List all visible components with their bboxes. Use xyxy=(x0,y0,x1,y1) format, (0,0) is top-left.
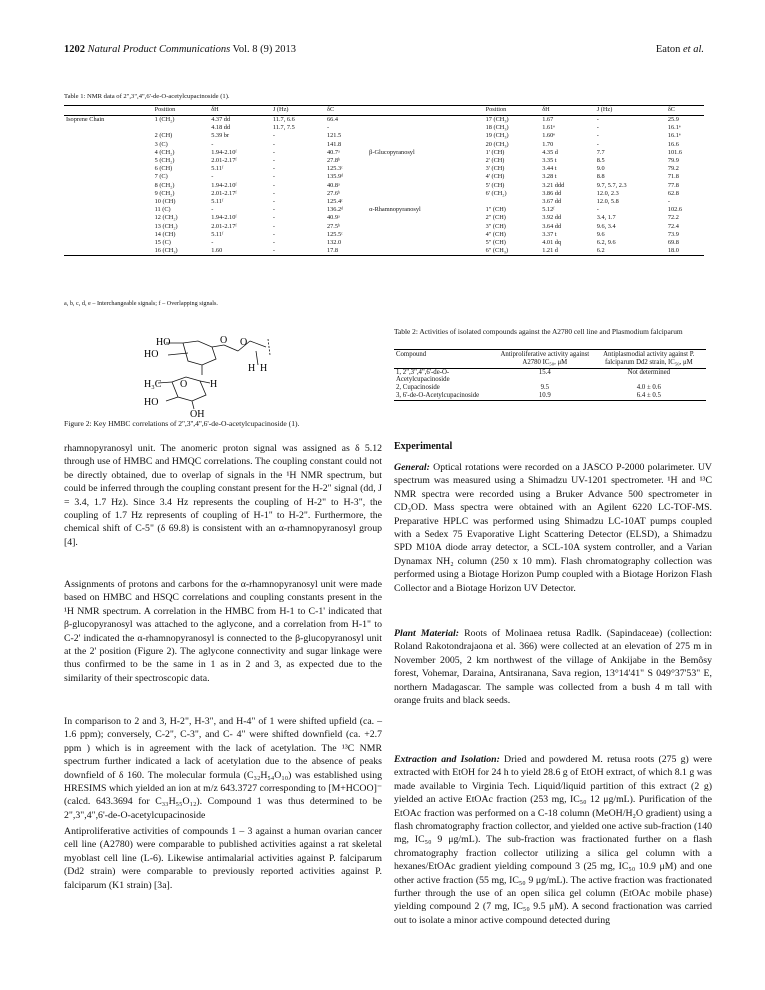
table1-cell: 73.9 xyxy=(667,230,679,238)
table1-cell: 3.35 t xyxy=(542,157,557,165)
table1-cell: 8.8 xyxy=(596,173,605,181)
table1-cell: 17 (CH₃) xyxy=(485,116,509,123)
structure-label-ho1: HO xyxy=(156,337,171,348)
table-row xyxy=(394,392,706,400)
header-right xyxy=(656,44,704,55)
plant-material-section xyxy=(394,627,712,707)
table1-cell: - xyxy=(596,140,599,148)
plant-material-label: Plant Material: xyxy=(394,628,459,639)
table1-cell: 125.4ᶜ xyxy=(326,198,343,206)
table1-cell: 8 (CH₂) xyxy=(154,181,175,189)
table1-cell: 141.8 xyxy=(326,140,342,148)
table1-cell: - xyxy=(272,140,276,148)
table1-cell: 27.5ᵇ xyxy=(326,222,340,230)
table1-cell: - xyxy=(272,189,276,197)
structure-label-o1: O xyxy=(220,335,228,346)
table1-cell: 1.94-2.10ᶠ xyxy=(211,214,237,222)
table1-cell: 5.11ᶠ xyxy=(211,165,224,173)
table1-cell: 3.37 t xyxy=(542,230,557,238)
left-paragraph-2 xyxy=(64,578,382,685)
extraction-section xyxy=(394,753,712,927)
plant-material-text: Roots of Molinaea retusa Radlk. (Sapindaceae) (collection: Roland Rakotondrajaona et al. 366) were collected at an elevation of 275 m in November 2005, 2 km northwest of the village of Ankijabe in the Bemôsy forest, Vohemar, Daraina, Antsiranana, Sava region, 13°14'41" S 049°37'53" E, northern Madagascar. The sample was collected from a bush 4 m tall with orange fruits and black seeds. xyxy=(394,628,712,707)
table2-cell: 1, 2",3",4",6'-de-O-Acetylcupacinoside xyxy=(396,368,450,384)
table1-cell: - xyxy=(272,214,276,222)
table1-cell xyxy=(367,223,483,231)
table-row xyxy=(64,206,704,214)
table1-cell: 3' (CH) xyxy=(485,165,505,173)
table1-cell xyxy=(367,124,483,132)
table1-cell: 1.94-2.10ᶠ xyxy=(211,181,237,189)
table1-cell: 19 (CH₃) xyxy=(485,132,509,140)
table1-cell: 3.28 t xyxy=(542,173,557,181)
table1-cell xyxy=(64,165,153,173)
table1-cell: 25.9 xyxy=(667,116,679,123)
table1-cell xyxy=(367,116,483,125)
table1-cell xyxy=(367,214,483,222)
table1-cell xyxy=(64,214,153,222)
table1-cell: 62.8 xyxy=(667,189,679,197)
table2-cell: 6.4 ± 0.5 xyxy=(636,391,661,399)
table2-cell: 9.5 xyxy=(540,384,550,392)
table1-cell: 4.37 dd xyxy=(211,116,231,123)
table1-cell: 17.8 xyxy=(326,247,339,255)
table1-cell: 7 (C) xyxy=(154,173,168,181)
table1-cell: - xyxy=(272,230,276,238)
table1-cell xyxy=(64,198,153,206)
table1-cell: Isoprene Chain xyxy=(66,116,105,123)
table1-cell: - xyxy=(211,239,214,247)
table1-header-cell: δC xyxy=(667,106,675,114)
table1-cell xyxy=(367,157,483,165)
table-row xyxy=(64,239,704,247)
table1-cell: - xyxy=(272,181,276,189)
journal-volume: Vol. 8 (9) 2013 xyxy=(232,44,296,55)
header-etal: et al. xyxy=(683,44,704,55)
table1-cell: - xyxy=(596,116,599,123)
table1-cell: 16 (CH₃) xyxy=(154,247,178,255)
table1-cell xyxy=(367,132,483,140)
table1-cell: - xyxy=(211,140,214,148)
table1-cell: 6.2, 9.6 xyxy=(596,239,616,247)
table-row xyxy=(64,132,704,140)
table1-cell xyxy=(64,157,153,165)
table1-cell: 9.6, 3.4 xyxy=(596,222,616,230)
table1-body xyxy=(64,116,704,256)
structure-label-ho2: HO xyxy=(144,349,159,360)
table1-cell: 132.0 xyxy=(326,239,342,247)
table1-cell: 11.7, 7.5 xyxy=(272,124,295,132)
table1-cell: 79.9 xyxy=(667,157,679,165)
table1-cell: 1.61ᵉ xyxy=(542,124,555,132)
table-row xyxy=(64,190,704,198)
structure-label-h2: H xyxy=(260,363,268,374)
table-row xyxy=(64,214,704,222)
table1-cell xyxy=(367,165,483,173)
table1-cell: 1.60ᵉ xyxy=(542,132,555,140)
table1-header-cell: Position xyxy=(485,106,507,114)
table1-cell xyxy=(153,124,210,132)
table1-cell: 1.60 xyxy=(211,247,223,255)
table1-header-cell: Position xyxy=(154,106,176,114)
table1-cell: 8.5 xyxy=(596,157,605,165)
table1-cell: 3.4, 1.7 xyxy=(596,214,616,222)
table-row xyxy=(64,198,704,206)
table-row xyxy=(64,165,704,173)
table1-header-cell: δH xyxy=(211,106,219,114)
table1-cell: - xyxy=(272,206,276,214)
table1-cell xyxy=(64,247,153,256)
left-paragraph-4 xyxy=(64,825,382,892)
table1-cell: - xyxy=(272,165,276,173)
experimental-heading: Experimental xyxy=(394,441,453,452)
table1-cell: 9.7, 5.7, 2.3 xyxy=(596,181,627,189)
table1-cell: 5.11ᶠ xyxy=(211,230,224,238)
table1-cell xyxy=(64,190,153,198)
page-number: 1202 xyxy=(64,44,85,55)
table1-cell: 11.7, 6.6 xyxy=(272,116,295,123)
table1-cell xyxy=(367,182,483,190)
table-row xyxy=(64,149,704,157)
table-row xyxy=(64,173,704,181)
table1-cell xyxy=(64,149,153,157)
table1-cell: - xyxy=(272,198,276,206)
table1-cell: 66.4 xyxy=(326,116,339,123)
table1-cell: 6' (CH₂) xyxy=(485,189,507,197)
table1-cell: 5.12ᶠ xyxy=(542,206,555,214)
table1-cell: 1.70 xyxy=(542,140,554,148)
table-row xyxy=(64,116,704,125)
table1-cell: 16.1ᵉ xyxy=(667,124,681,132)
table1-cell xyxy=(367,198,483,206)
table1-cell xyxy=(64,239,153,247)
table1-cell: - xyxy=(272,222,276,230)
table1-cell xyxy=(64,173,153,181)
table1-cell: 27.6ᵇ xyxy=(326,189,340,197)
extraction-text: Dried and powdered M. retusa roots (275 g) were extracted with EtOH for 24 h to yield 28.6 g of EtOH extract, of which 8.1 g was made available to Virginia Tech. Liquid/liquid partition of this extract (2 g) yielded an active EtOAc fraction (253 mg, IC₅₀ 12 μg/mL). Purification of the EtOAc fraction was performed on a C-18 column (MeOH/H₂O gradient) using a flash chromatography fraction collector, and yielded one active sub-fraction (140 mg, IC₅₀ 9 μg/mL). The sub-fraction was fractionated further on a flash chromatography fraction collector utilizing a silica gel column with a hexanes/EtOAc gradient yielding compound 3 (25 mg, IC₅₀ 10.9 μM) and one other active fraction (55 mg, IC₅₀ 9 μg/mL). The active fraction was fractionated further through the use of an open silica gel column (EtOAc mobile phase) yielding compound 2 (7 mg, IC₅₀ 9.5 μM). A second fractionation was carried out to isolate a minor active compound detected during xyxy=(394,754,712,926)
table-row xyxy=(64,182,704,190)
figure2-caption: Figure 2: Key HMBC correlations of 2'',3'',4'',6'-de-O-acetylcupacinoside (1). xyxy=(64,419,300,428)
table1-cell: 3.92 dd xyxy=(542,214,562,222)
table1-cell: 4" (CH) xyxy=(485,230,506,238)
table1-cell: 101.6 xyxy=(667,148,682,156)
table1-cell: 12 (CH₂) xyxy=(154,214,178,222)
table1-cell: 15 (C) xyxy=(154,239,171,247)
table1-cell: 16.1ᵉ xyxy=(667,132,681,140)
table1-header-cell xyxy=(367,106,483,116)
structure-label-ho3: HO xyxy=(144,397,159,408)
table1-cell: 12.0, 2.3 xyxy=(596,189,619,197)
table1-cell: - xyxy=(326,124,330,132)
table1-cell xyxy=(367,239,483,247)
table1-cell: 2.01-2.17ᶠ xyxy=(211,189,237,197)
table1-cell: 1.94-2.10ᶠ xyxy=(211,148,237,156)
table1-cell xyxy=(64,182,153,190)
table2-cell: Not determined xyxy=(627,368,671,376)
table1-cell: 3.86 dd xyxy=(542,189,562,197)
table1-cell: 79.2 xyxy=(667,165,679,173)
table2 xyxy=(394,349,706,401)
table2-cell: 4.0 ± 0.6 xyxy=(636,384,661,392)
extraction-label: Extraction and Isolation: xyxy=(394,754,500,765)
table1-cell xyxy=(484,198,541,206)
table1-cell: 2' (CH) xyxy=(485,157,505,165)
table1-cell: 102.6 xyxy=(667,206,682,214)
table1-cell xyxy=(64,141,153,149)
table1-cell: 125.3ᶜ xyxy=(326,165,343,173)
table1-cell: 4.35 d xyxy=(542,148,558,156)
table1-cell: 9 (CH₂) xyxy=(154,189,175,197)
structure-label-o3: O xyxy=(180,379,188,390)
table1-cell: - xyxy=(272,132,276,140)
table1-cell: 136.2ᵈ xyxy=(326,206,344,214)
table1-cell: 121.5 xyxy=(326,132,342,140)
table1-cell: 11 (C) xyxy=(154,206,171,214)
table2-header-row xyxy=(394,350,706,369)
table1 xyxy=(64,105,704,256)
table1-cell: 3.21 ddd xyxy=(542,181,565,189)
structure-label-o2: O xyxy=(240,337,248,348)
table-row xyxy=(394,368,706,384)
table2-cell: 2, Cupacinoside xyxy=(396,384,440,392)
header-authors: Eaton xyxy=(655,44,681,55)
table1-cell xyxy=(367,247,483,256)
table1-cell: 6 (CH) xyxy=(154,165,173,173)
table1-cell: - xyxy=(272,247,276,255)
table1-cell: 9.0 xyxy=(596,165,605,173)
table1-cell: 40.9ᵃ xyxy=(326,214,340,222)
table1-cell: 4.18 dd xyxy=(211,124,231,132)
table1-cell: 3.44 t xyxy=(542,165,557,173)
table1-header-cell: δH xyxy=(542,106,550,114)
table1-cell xyxy=(367,173,483,181)
table1-cell: 1.21 d xyxy=(542,247,558,255)
table2-cell: 3, 6'-de-O-Acetylcupacinoside xyxy=(396,391,480,399)
table1-cell: 18 (CH₃) xyxy=(485,124,509,132)
table1-cell: 125.5ᶜ xyxy=(326,230,343,238)
table2-header-cell: Compound xyxy=(396,351,427,358)
table1-cell xyxy=(64,124,153,132)
table1-cell: β-Glucopyranosyl xyxy=(369,148,415,156)
table1-cell: - xyxy=(211,173,214,181)
table1-cell xyxy=(367,231,483,239)
table1-cell: 71.8 xyxy=(667,173,679,181)
table-row xyxy=(64,124,704,132)
table1-cell: 1" (CH) xyxy=(485,206,506,214)
structure-label-oh: OH xyxy=(190,409,205,419)
table1-cell: 5.39 br xyxy=(211,132,230,140)
structure-label-h1: H xyxy=(248,363,256,374)
table1-cell: 135.9ᵈ xyxy=(326,173,344,181)
table1-header-row xyxy=(64,106,704,116)
table1-cell: 16.6 xyxy=(667,140,679,148)
table1-cell: 12.0, 5.8 xyxy=(596,198,619,206)
paragraph-text: rhamnopyranosyl unit. The anomeric proton signal was assigned as δ 5.12 through use of HMBC and HMQC correlations. The coupling constant could not be directly obtained, due to overlap of signals in the ¹H NMR spectrum, but could be inferred through the coupling constant present for the H-2" signal (dd, J = 3.4, 1.7 Hz). Since 3.4 Hz represents the coupling of H-2" to H-3", the coupling of 1.7 Hz represents of coupling of H-1" to H-2". Furthermore, the chemical shift of C-5" (δ 69.8) is consistent with an α-rhamnopyranosyl group [4]. xyxy=(64,443,382,548)
table-row xyxy=(64,141,704,149)
table1-cell: 6" (CH₃) xyxy=(485,247,509,255)
table1-cell: 6.2 xyxy=(596,247,605,255)
paragraph-text: Assignments of protons and carbons for the α-rhamnopyranosyl unit were made based on HMBC and HSQC correlations and coupling constants present in the ¹H NMR spectrum. A correlation in the HMBC from H-1 to C-1' indicated that β-glucopyranosyl was attached to the aglycone, and a correlation from H-1" to C-2' indicated the α-rhamnopyranosyl is connected to the β-glucopyranosyl unit at the 2' position (Figure 2). The aglycone connectivity and sugar linkage were thus confirmed to be the same in 1 as in 2 and 3, as expected due to the similarity of their spectroscopic data. xyxy=(64,579,382,684)
table1-cell: 4 (CH₂) xyxy=(154,148,175,156)
table1-cell: - xyxy=(272,173,276,181)
structure-bonds xyxy=(158,339,270,409)
paragraph-text: In comparison to 2 and 3, H-2", H-3", and H-4" of 1 were shifted upfield (ca. – 1.6 ppm); conversely, C-2", C-3", and C- 4" were shifted downfield (ca. +2.7 ppm ) which is in agreement with the lack of acetylation. The ¹³C NMR spectrum further indicated a lack of acetylation due to the absence of peaks downfield of δ 160. The molecular formula (C₃₂H₅₄O₁₀) was established using HRESIMS which yielded an ion at m/z 643.3727 corresponding to [M+HCOO]⁻ (calcd. 643.3694 for C₃₃H₅₅O₁₂). Compound 1 was thus determined to be 2",3",4",6'-de-O-acetylcupacinoside xyxy=(64,716,382,821)
table1-cell: 10 (CH) xyxy=(154,198,176,206)
table1-caption: Table 1: NMR data of 2",3",4",6'-de-O-acetylcupacinoside (1). xyxy=(64,93,230,100)
table1-cell: 2 (CH) xyxy=(154,132,173,140)
table1-cell: 5" (CH) xyxy=(485,239,506,247)
table2-header-cell: Antiplasmodial activity against P. falciparum Dd2 strain, IC₅₀, μM xyxy=(603,351,695,366)
table1-cell: - xyxy=(272,148,276,156)
table1-header-cell: δC xyxy=(326,106,335,114)
general-section xyxy=(394,461,712,595)
table1-cell: 5.11ᶠ xyxy=(211,198,224,206)
table1-cell: 3" (CH) xyxy=(485,222,506,230)
table1-cell: - xyxy=(211,206,214,214)
table1-cell: - xyxy=(667,198,670,206)
table-row xyxy=(64,247,704,256)
table-row xyxy=(64,223,704,231)
table1-cell: 40.8ᵃ xyxy=(326,181,340,189)
table1-cell: 5' (CH) xyxy=(485,181,505,189)
table1-cell: 1.67 xyxy=(542,116,554,123)
header-left xyxy=(64,44,296,55)
general-label: General: xyxy=(394,462,430,473)
table-row xyxy=(394,384,706,392)
chemical-structure-figure xyxy=(140,327,280,419)
table1-cell: α-Rhamnopyranosyl xyxy=(369,206,421,214)
table1-cell: 3.67 dd xyxy=(542,198,562,206)
table1-cell: 9.6 xyxy=(596,230,605,238)
table1-cell: - xyxy=(596,206,599,214)
table1-cell: 4' (CH) xyxy=(485,173,505,181)
structure-label-h3c: H₃C xyxy=(144,379,162,390)
table1-cell: 3 (C) xyxy=(154,140,168,148)
table1-cell: 77.8 xyxy=(667,181,679,189)
paragraph-text: Antiproliferative activities of compounds 1 – 3 against a human ovarian cancer cell line (A2780) were comparable to published activities against a rat skeletal myoblast cell line (L-6). Likewise antimalarial activities against P. falciparum (Dd2 strain) were comparable to previously reported activities against P. falciparum (K1 strain) [3a]. xyxy=(64,826,382,891)
table1-cell: 13 (CH₂) xyxy=(154,222,178,230)
general-text: Optical rotations were recorded on a JASCO P-2000 polarimeter. UV spectrum was measured using a Shimadzu UV-1201 spectrometer. ¹H and ¹³C NMR spectra were recorded using a Bruker Advance 500 spectrometer in CD₃OD. Mass spectra were obtained with an Agilent 6220 LC-TOF-MS. Preparative HPLC was performed using Shimadzu LC-10AT pumps coupled with a Sedex 75 Evaporative Light Scattering Detector (ELSD), a Shimadzu SPD M10A diode array detector, a SCL-10A system controller, and a Varian Dynamax NH₂ column (250 x 10 mm). Flash chromatography collection was performed using a Biotage Horizon Pump coupled with a Biotage Horizon Flash Collector and a Biotage Horizon UV Detector. xyxy=(394,462,713,594)
table1-header-cell xyxy=(64,106,153,116)
table1-cell xyxy=(64,206,153,214)
table1-cell: - xyxy=(596,124,599,132)
table2-header-cell: Antiproliferative activity against A2780 IC₅₀, μM xyxy=(500,351,590,366)
table1-cell xyxy=(367,141,483,149)
table1-cell: 72.2 xyxy=(667,214,679,222)
table2-caption: Table 2: Activities of isolated compounds against the A2780 cell line and Plasmodium falciparum xyxy=(394,327,683,336)
table1-cell: 69.8 xyxy=(667,239,679,247)
table1-cell xyxy=(64,132,153,140)
table1-cell: - xyxy=(272,157,276,165)
table1-cell: 18.0 xyxy=(667,247,679,255)
structure-label-h3: H xyxy=(210,379,218,390)
journal-name: Natural Product Communications xyxy=(87,44,231,55)
table1-cell: 27.8ᵇ xyxy=(326,157,340,165)
table1-cell: 40.7ᵃ xyxy=(326,148,340,156)
left-paragraph-3 xyxy=(64,715,382,822)
table1-cell: 3.64 dd xyxy=(542,222,562,230)
table2-body xyxy=(394,368,706,400)
table1-cell: 20 (CH₃) xyxy=(485,140,509,148)
table1-cell: 5 (CH₂) xyxy=(154,157,175,165)
table-row xyxy=(64,231,704,239)
table1-footnote: a, b, c, d, e – Interchangeable signals; f – Overlapping signals. xyxy=(64,300,218,307)
table1-cell: 1' (CH) xyxy=(485,148,505,156)
table1-header-cell: J (Hz) xyxy=(272,106,289,114)
table1-cell: 7.7 xyxy=(596,148,605,156)
table1-cell: 2" (CH) xyxy=(485,214,506,222)
table2-cell: 15.4 xyxy=(538,368,551,376)
table1-header-cell: J (Hz) xyxy=(596,106,613,114)
table1-cell: 2.01-2.17ᶠ xyxy=(211,222,237,230)
table-row xyxy=(64,157,704,165)
table1-cell xyxy=(64,223,153,231)
table1-cell: 2.01-2.17ᶠ xyxy=(211,157,237,165)
table2-cell: 10.9 xyxy=(538,391,551,399)
table1-cell: 1 (CH₂) xyxy=(154,116,175,123)
table1-cell: 72.4 xyxy=(667,222,679,230)
table1-cell: - xyxy=(596,132,599,140)
table1-cell: 14 (CH) xyxy=(154,230,176,238)
table1-cell xyxy=(367,190,483,198)
table1-cell: - xyxy=(272,239,276,247)
table1-cell: 4.01 dq xyxy=(542,239,562,247)
table1-cell xyxy=(64,231,153,239)
left-paragraph-1 xyxy=(64,442,382,549)
